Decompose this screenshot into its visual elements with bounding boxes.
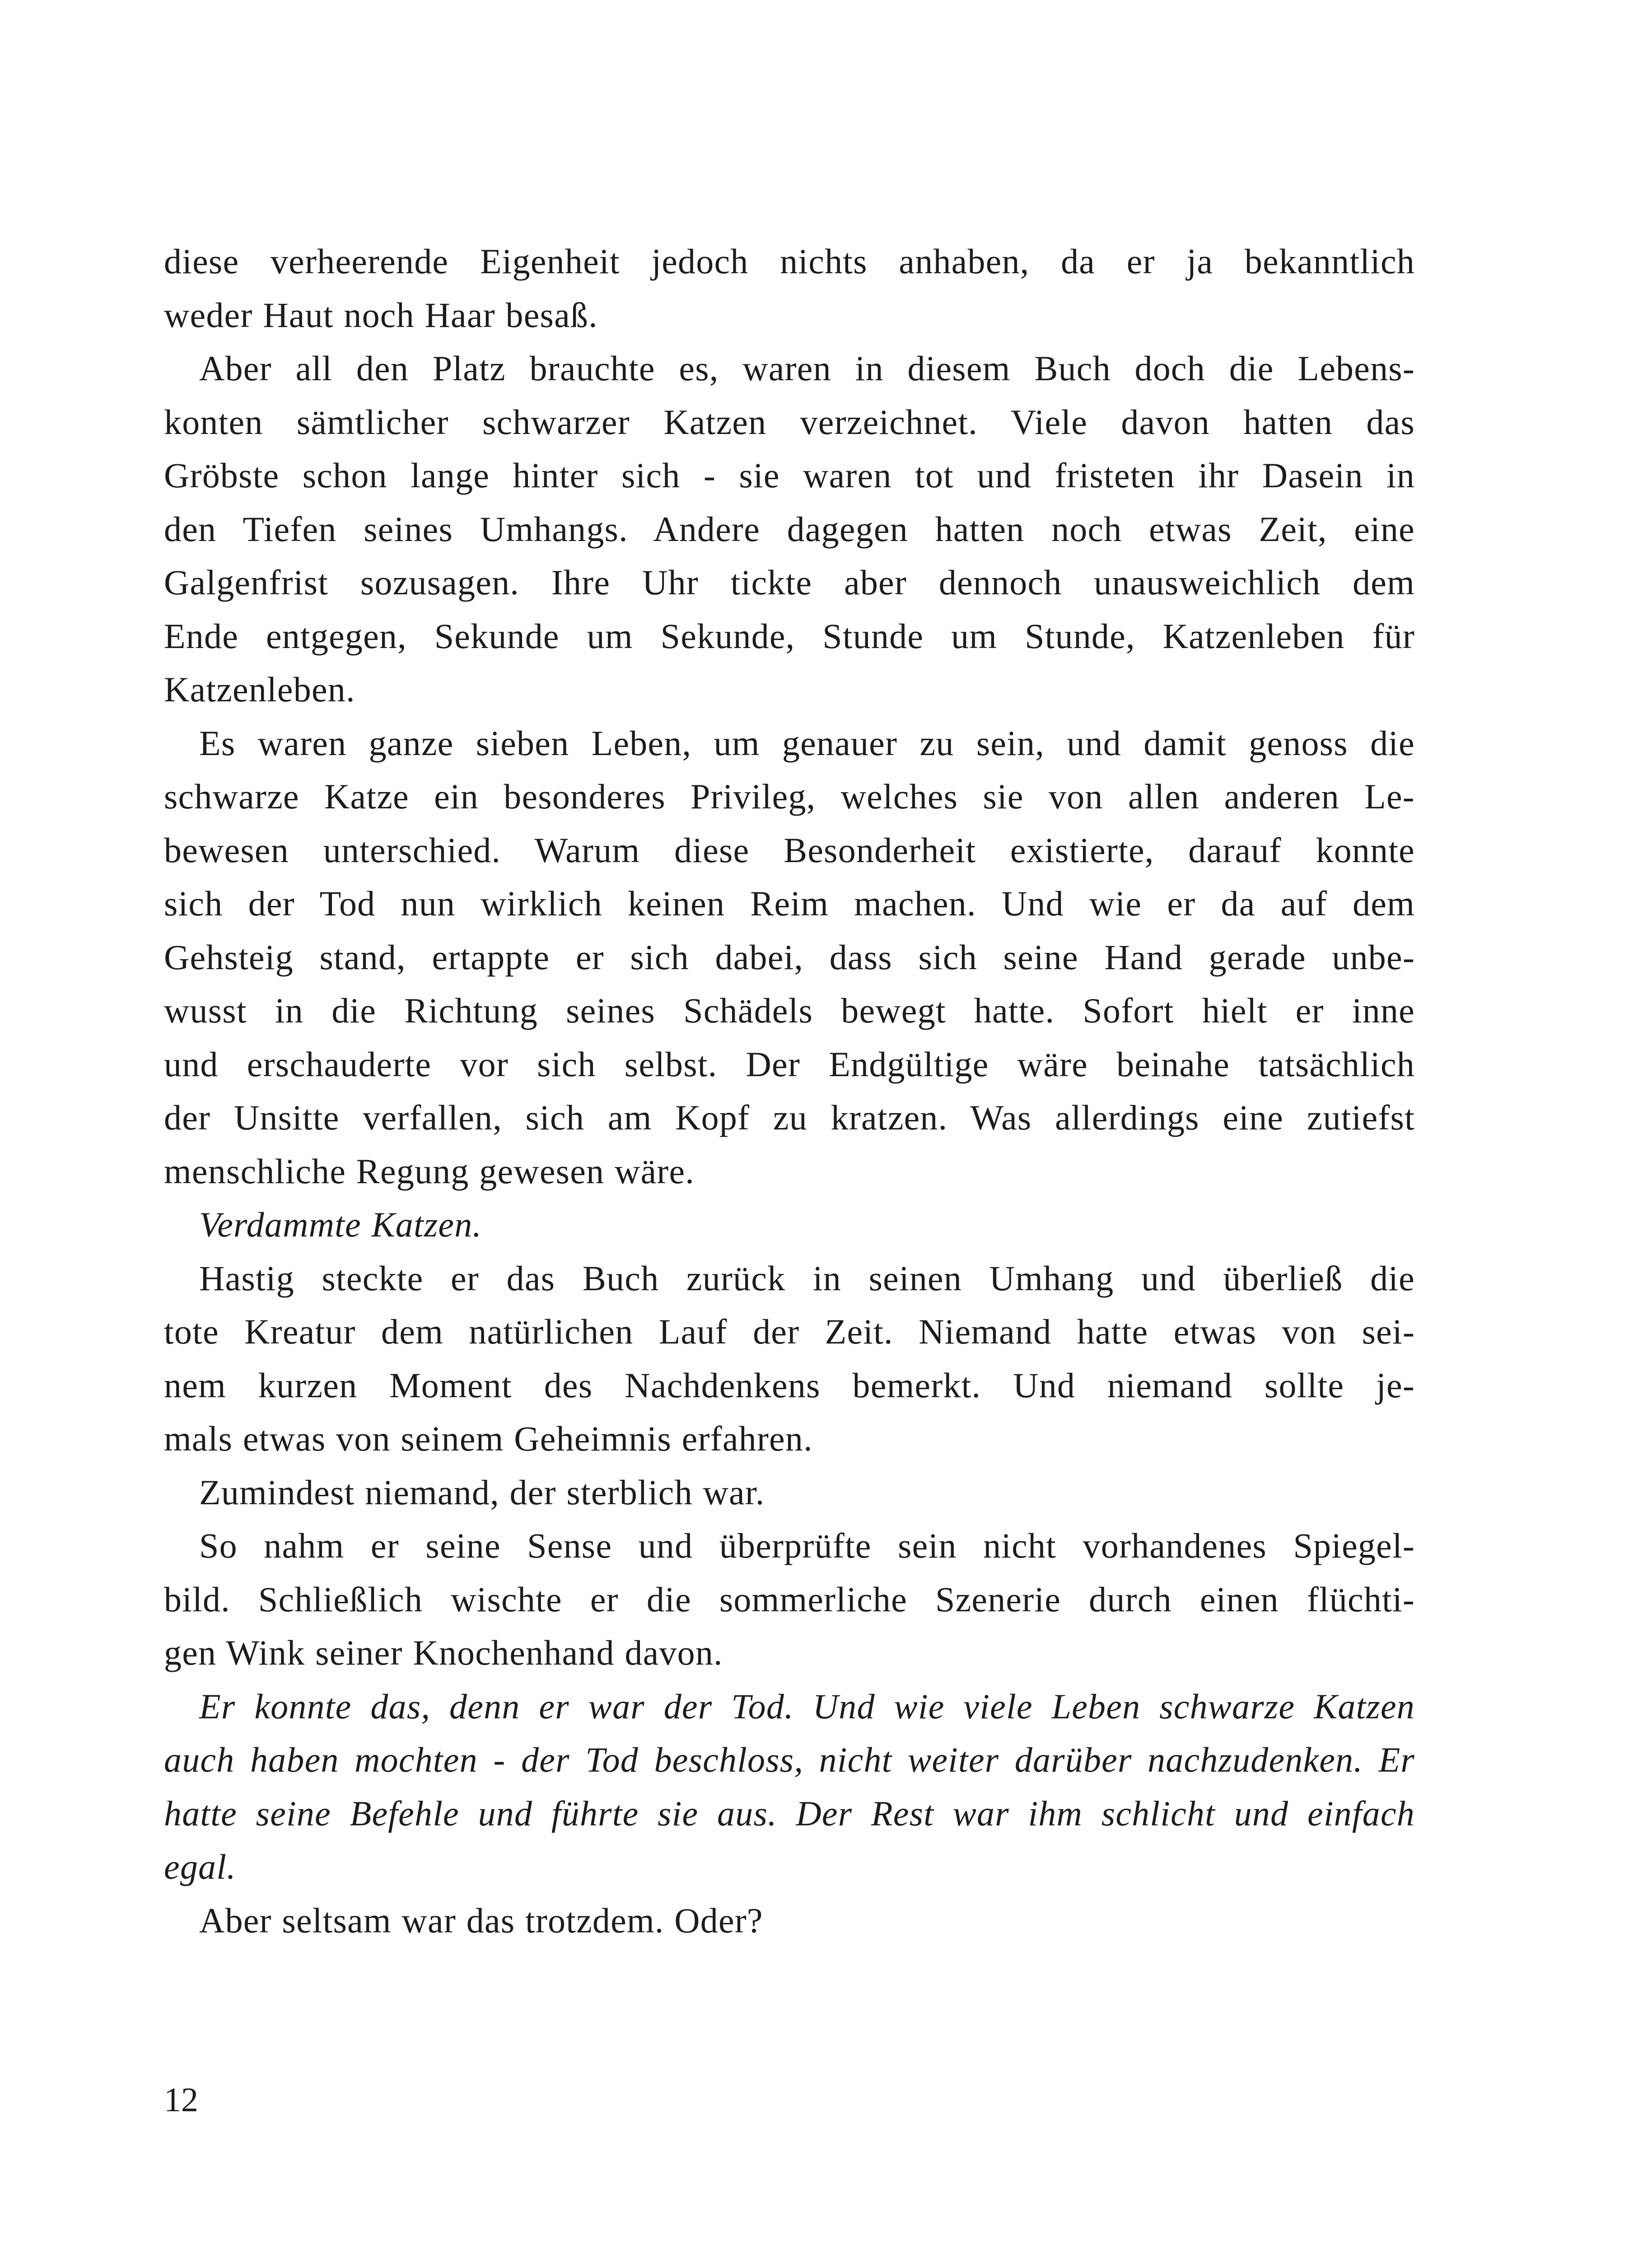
paragraph	[164, 342, 1415, 717]
text-line: Gröbste schon lange hinter sich - sie waren tot und fristeten ihr Dasein in	[164, 456, 1415, 495]
text-line: gen Wink seiner Knochenhand davon.	[164, 1633, 723, 1672]
text-line: den Tiefen seines Umhangs. Andere dagegen hatten noch etwas Zeit, eine	[164, 509, 1415, 549]
paragraph	[164, 235, 1415, 342]
text-line: Ende entgegen, Sekunde um Sekunde, Stunde um Stunde, Katzenleben für	[164, 616, 1415, 656]
text-line: egal.	[164, 1847, 236, 1886]
text-line: auch haben mochten - der Tod beschloss, nicht weiter darüber nachzudenken. Er	[164, 1740, 1415, 1779]
italic-paragraph	[164, 1198, 1415, 1252]
text-line: wusst in die Richtung seines Schädels bewegt hatte. Sofort hielt er inne	[164, 991, 1415, 1030]
body-text	[164, 235, 1415, 1947]
text-line: diese verheerende Eigenheit jedoch nichts anhaben, da er ja bekanntlich	[164, 242, 1415, 281]
text-line: bewesen unterschied. Warum diese Besonderheit existierte, darauf konnte	[164, 830, 1415, 870]
text-line: Verdammte Katzen.	[199, 1205, 482, 1244]
text-line: hatte seine Befehle und führte sie aus. Der Rest war ihm schlicht und einfach	[164, 1793, 1415, 1833]
text-line: So nahm er seine Sense und überprüfte sein nicht vorhandenes Spiegel-	[199, 1526, 1415, 1565]
text-line: bild. Schließlich wischte er die sommerliche Szenerie durch einen flüchti-	[164, 1579, 1415, 1619]
paragraph	[164, 1519, 1415, 1680]
text-line: sich der Tod nun wirklich keinen Reim machen. Und wie er da auf dem	[164, 884, 1415, 923]
paragraph	[164, 717, 1415, 1199]
text-line: tote Kreatur dem natürlichen Lauf der Zeit. Niemand hatte etwas von sei-	[164, 1312, 1415, 1351]
text-line: Zumindest niemand, der sterblich war.	[199, 1472, 765, 1512]
paragraph	[164, 1252, 1415, 1466]
text-line: menschliche Regung gewesen wäre.	[164, 1151, 695, 1191]
text-line: Hastig steckte er das Buch zurück in seinen Umhang und überließ die	[199, 1258, 1415, 1298]
text-line: weder Haut noch Haar besaß.	[164, 295, 598, 335]
text-line: konten sämtlicher schwarzer Katzen verzeichnet. Viele davon hatten das	[164, 402, 1415, 442]
text-line: schwarze Katze ein besonderes Privileg, welches sie von allen anderen Le-	[164, 777, 1415, 816]
text-line: Aber seltsam war das trotzdem. Oder?	[199, 1900, 763, 1940]
text-line: Aber all den Platz brauchte es, waren in diesem Buch doch die Lebens-	[199, 349, 1415, 388]
text-line: Katzenleben.	[164, 670, 355, 709]
text-line: nem kurzen Moment des Nachdenkens bemerkt. Und niemand sollte je-	[164, 1365, 1415, 1405]
text-line: Gehsteig stand, ertappte er sich dabei, dass sich seine Hand gerade unbe-	[164, 937, 1415, 977]
italic-paragraph	[164, 1680, 1415, 1894]
text-line: Er konnte das, denn er war der Tod. Und wie viele Leben schwarze Katzen	[199, 1686, 1415, 1726]
text-line: und erschauderte vor sich selbst. Der Endgültige wäre beinahe tatsächlich	[164, 1044, 1415, 1084]
text-line: Es waren ganze sieben Leben, um genauer zu sein, und damit genoss die	[199, 723, 1415, 763]
text-line: mals etwas von seinem Geheimnis erfahren.	[164, 1419, 813, 1458]
paragraph	[164, 1894, 1415, 1948]
text-line: der Unsitte verfallen, sich am Kopf zu kratzen. Was allerdings eine zutiefst	[164, 1098, 1415, 1137]
text-line: Galgenfrist sozusagen. Ihre Uhr tickte aber dennoch unausweichlich dem	[164, 563, 1415, 602]
paragraph	[164, 1466, 1415, 1520]
page-number: 12	[164, 2081, 198, 2119]
